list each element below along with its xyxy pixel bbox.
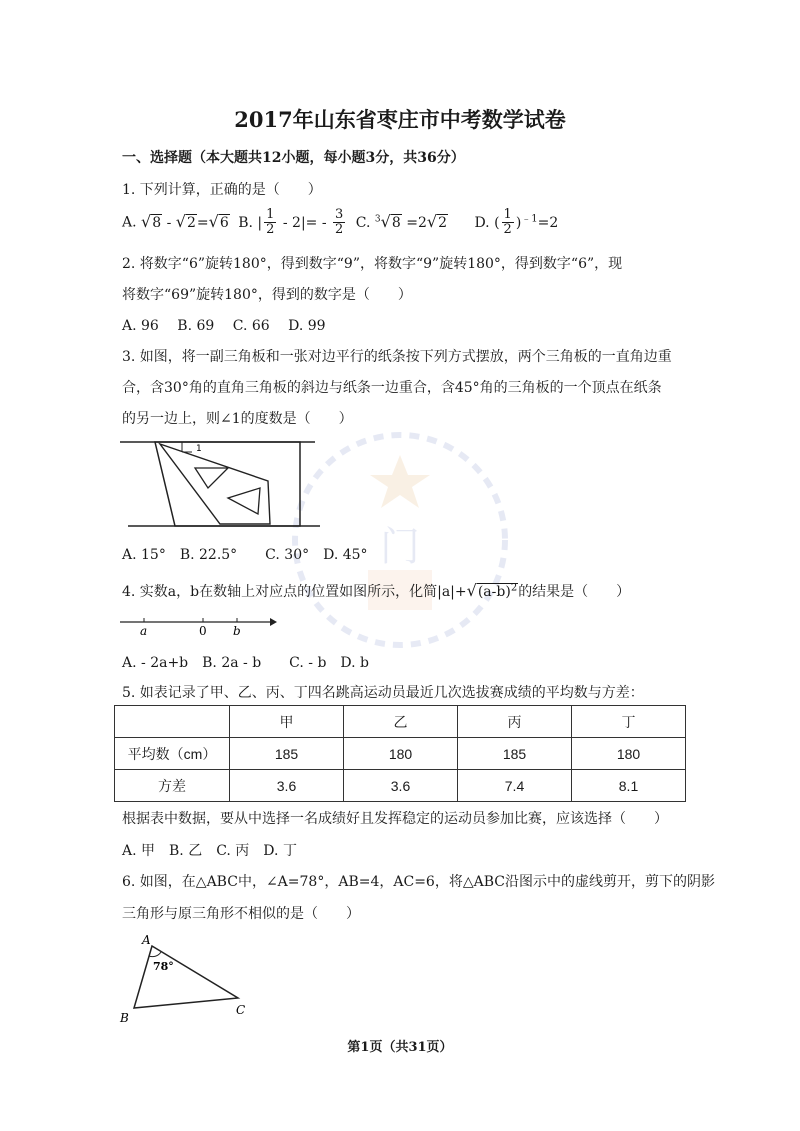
q4-label-a: a: [140, 624, 148, 638]
q6-label-a: A: [142, 933, 151, 947]
q5-stem: 5. 如表记录了甲、乙、丙、丁四名跳高运动员最近几次选拔赛成绩的平均数与方差：: [122, 685, 644, 701]
page-title: 2017年山东省枣庄市中考数学试卷: [234, 107, 566, 132]
q6-label-b: B: [120, 1011, 129, 1025]
table-header-row: 甲 乙 丙 丁: [115, 706, 686, 738]
q4-label-0: 0: [199, 624, 207, 638]
q4-stem: 4. 实数a，b在数轴上对应点的位置如图所示，化简$|a|+√(a-b)^2$的结果是（ ）: [122, 581, 631, 600]
watermark-logo: [290, 420, 510, 660]
q1-stem: 1. 下列计算，正确的是（ ）: [122, 182, 322, 198]
q5-score-table: [114, 705, 686, 802]
q2-options: A. 96 B. 69 C. 66 D. 99: [122, 318, 326, 334]
q1-option-d: ( $\frac{1}{2}$ )$^{﹣1}$=2: [494, 207, 559, 237]
q4-label-b: b: [233, 624, 241, 638]
q3-options: A. 15° B. 22.5° C. 30° D. 45°: [122, 547, 368, 563]
q6-triangle-figure: [116, 932, 256, 1024]
q1-option-b: | $\frac{1}{2}$ - 2|= - $\frac{3}{2}$: [257, 207, 344, 237]
q3-line1: 3. 如图，将一副三角板和一张对边平行的纸条按下列方式摆放，两个三角板的一直角边重: [122, 349, 672, 365]
q4-options: A. - 2a+b B. 2a - b C. - b D. b: [122, 655, 370, 671]
table-row: 方差 3.6 3.6 7.4 8.1: [115, 770, 686, 802]
q6-label-c: C: [236, 1003, 246, 1017]
q1-option-c: $^3$√8 =2√2: [374, 211, 447, 231]
q1-option-a: √8 - √2=√6: [141, 211, 229, 231]
q1-options: A. √8 - √2=√6 B. | $\frac{1}{2}$ - 2|= - $\frac{3}{2}$ C. $^3$√8 =2√2 D. ( $\frac{1}{2}$ )$^{﹣1}$=2: [122, 207, 559, 237]
q6-line2: 三角形与原三角形不相似的是（ ）: [122, 906, 360, 922]
q3-angle-label: 1: [196, 444, 202, 454]
page-footer: 第1页（共31页）: [347, 1040, 453, 1055]
svg-text:门: 门: [380, 524, 420, 570]
q5-after: 根据表中数据，要从中选择一名成绩好且发挥稳定的运动员参加比赛，应该选择（ ）: [122, 811, 668, 827]
q6-line1: 6. 如图，在△ABC中，∠A=78°，AB=4，AC=6，将△ABC沿图示中的虚线剪开，剪下的阴影: [122, 874, 715, 890]
q3-triangle-figure: [120, 436, 320, 532]
q3-line3: 的另一边上，则∠1的度数是（ ）: [122, 411, 353, 427]
q4-number-line: [120, 612, 280, 638]
q2-line1: 2. 将数字“6”旋转180°，得到数字“9”，将数字“9”旋转180°，得到数字“6”，现: [122, 256, 623, 272]
q3-line2: 合，含30°角的直角三角板的斜边与纸条一边重合，含45°角的三角板的一个顶点在纸条: [122, 380, 662, 396]
section-heading: 一、选择题（本大题共12小题，每小题3分，共36分）: [122, 150, 465, 166]
table-row: 平均数（cm） 185 180 185 180: [115, 738, 686, 770]
q6-angle-label: 78°: [153, 960, 174, 973]
q2-line2: 将数字“69”旋转180°，得到的数字是（ ）: [122, 287, 412, 303]
q5-options: A. 甲 B. 乙 C. 丙 D. 丁: [122, 843, 297, 859]
